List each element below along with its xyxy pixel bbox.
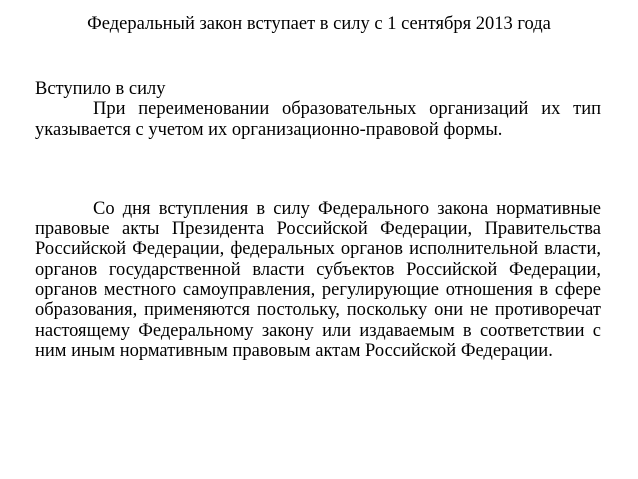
page-title: Федеральный закон вступает в силу с 1 сентября 2013 года xyxy=(87,14,551,34)
paragraph-renaming: При переименовании образовательных организаций их тип указывается с учетом их организационно-правовой формы. xyxy=(35,99,601,140)
status-text: Вступило в силу xyxy=(35,79,166,99)
paragraph-legal-acts: Со дня вступления в силу Федерального закона нормативные правовые акты Президента Российской Федерации, Правительства Российской Федерации, федеральных органов исполнительной власти, органов государственной власти субъектов Российской Федерации, органов местного самоуправления, регулирующие отношения в сфере образования, применяются постольку, поскольку они не противоречат настоящему Федеральному закону или издаваемым в соответствии с ним иным нормативным правовым актам Российской Федерации. xyxy=(35,198,601,361)
document-body xyxy=(35,79,601,361)
